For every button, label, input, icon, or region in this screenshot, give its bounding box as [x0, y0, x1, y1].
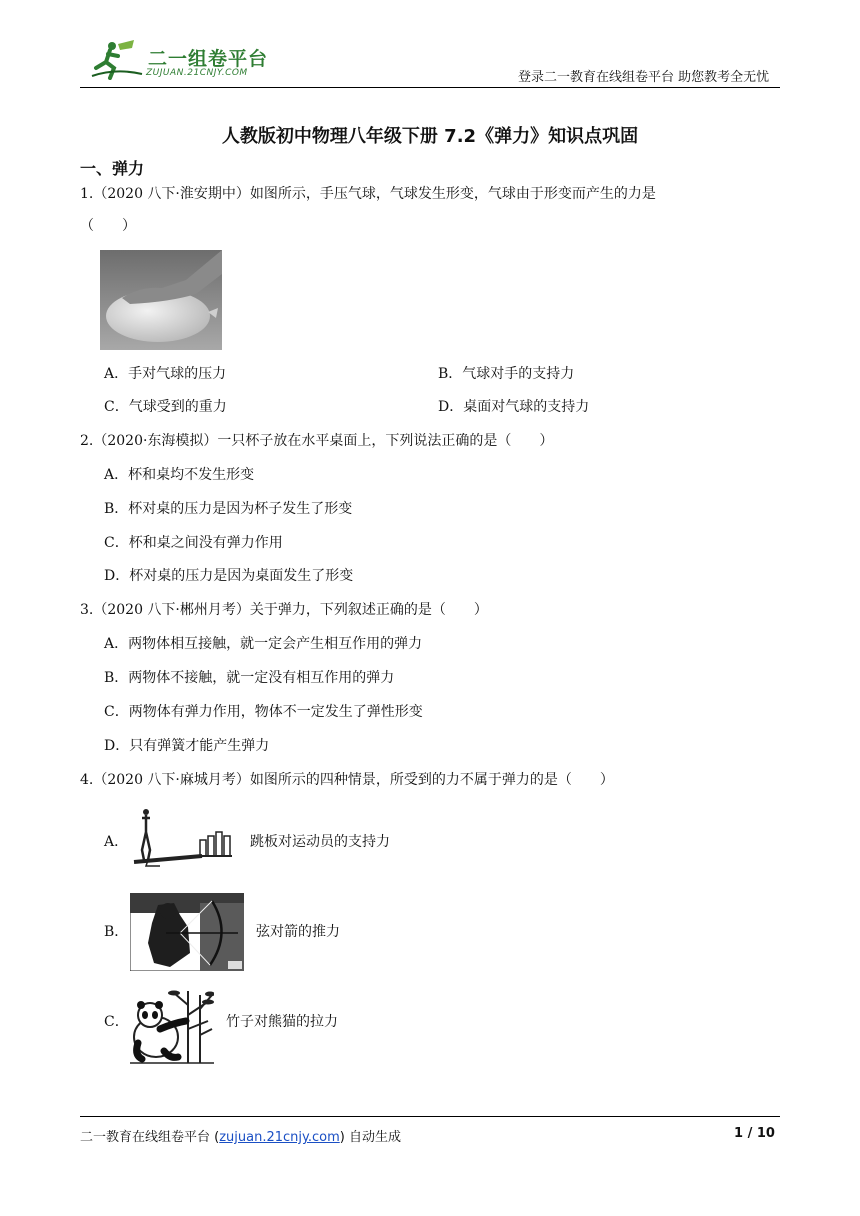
header-slogan: 登录二一教育在线组卷平台 助您教考全无忧 — [518, 70, 770, 85]
question-1-text: 1.（2020 八下·淮安期中）如图所示，手压气球，气球发生形变，气球由于形变而产生的力是 — [80, 186, 656, 202]
q1-option-d[interactable]: D．桌面对气球的支持力 — [438, 399, 590, 415]
q4-option-b[interactable]: B． — [104, 924, 129, 940]
footer-link[interactable]: zujuan.21cnjy.com — [219, 1130, 340, 1145]
question-4-text: 4.（2020 八下·麻城月考）如图所示的四种情景，所受到的力不属于弹力的是（ ） — [80, 772, 614, 788]
q2-option-d[interactable]: D．杯对桌的压力是因为桌面发生了形变 — [104, 568, 354, 584]
footer-prefix: 二一教育在线组卷平台 ( — [80, 1130, 220, 1145]
q1-option-a[interactable]: A．手对气球的压力 — [104, 366, 227, 382]
q4-option-a-caption: 跳板对运动员的支持力 — [250, 834, 390, 850]
q4-option-c[interactable]: C． — [104, 1014, 129, 1030]
page-title: 人教版初中物理八年级下册 7.2《弹力》知识点巩固 — [221, 126, 639, 147]
q4-option-a[interactable]: A． — [104, 834, 129, 850]
footer-divider — [80, 1116, 780, 1117]
footer-text — [80, 1126, 401, 1145]
section-heading: 一、弹力 — [80, 159, 145, 178]
q4-option-b-caption: 弦对箭的推力 — [256, 924, 340, 940]
diving-board-figure — [130, 806, 236, 874]
footer-suffix: ) 自动生成 — [339, 1130, 401, 1145]
q2-option-a[interactable]: A．杯和桌均不发生形变 — [104, 467, 255, 483]
q1-option-b[interactable]: B．气球对手的支持力 — [438, 366, 575, 382]
archer-figure — [130, 893, 244, 971]
balloon-hand-photo — [100, 250, 222, 350]
logo-runner-icon — [88, 38, 144, 80]
logo-text: 二一组卷平台 — [148, 48, 269, 70]
question-1-bracket: （ ） — [80, 218, 136, 234]
page-number: 1 / 10 — [734, 1126, 775, 1141]
q2-option-b[interactable]: B．杯对桌的压力是因为杯子发生了形变 — [104, 501, 353, 517]
q4-option-c-caption: 竹子对熊猫的拉力 — [226, 1014, 338, 1030]
q3-option-d[interactable]: D．只有弹簧才能产生弹力 — [104, 738, 270, 754]
header-divider — [80, 87, 780, 88]
q3-option-c[interactable]: C．两物体有弹力作用，物体不一定发生了弹性形变 — [104, 704, 423, 720]
logo-subtext: ZUJUAN.21CNJY.COM — [146, 68, 248, 78]
q3-option-a[interactable]: A．两物体相互接触，就一定会产生相互作用的弹力 — [104, 636, 423, 652]
q2-option-c[interactable]: C．杯和桌之间没有弹力作用 — [104, 535, 283, 551]
q3-option-b[interactable]: B．两物体不接触，就一定没有相互作用的弹力 — [104, 670, 395, 686]
q1-option-c[interactable]: C．气球受到的重力 — [104, 399, 227, 415]
panda-bamboo-figure — [130, 985, 214, 1065]
question-2-text: 2.（2020·东海模拟）一只杯子放在水平桌面上，下列说法正确的是（ ） — [80, 433, 554, 449]
question-3-text: 3.（2020 八下·郴州月考）关于弹力，下列叙述正确的是（ ） — [80, 602, 488, 618]
